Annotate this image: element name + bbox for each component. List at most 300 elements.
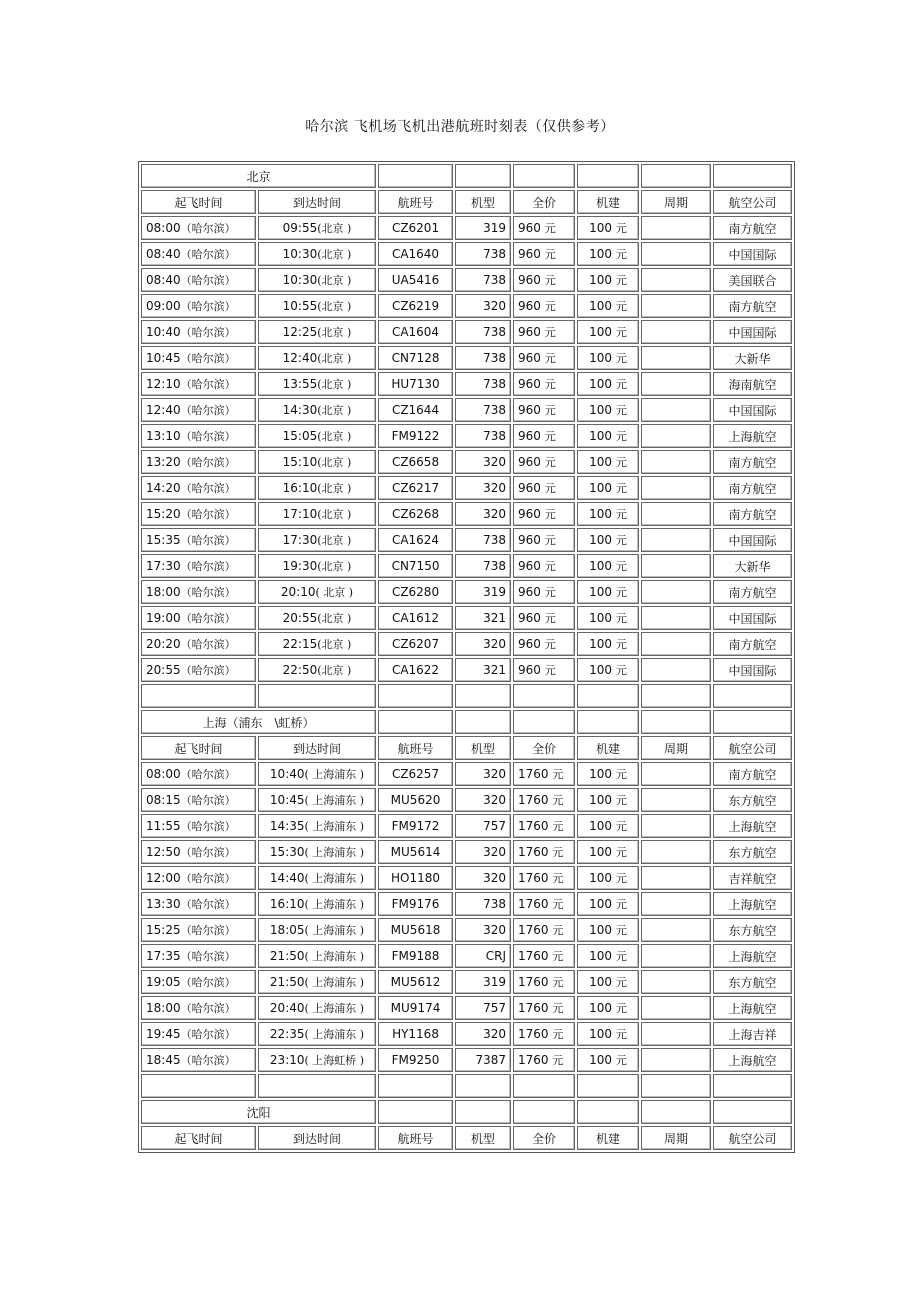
empty-cell — [641, 164, 711, 188]
departure-cell — [141, 1022, 256, 1046]
departure-city: （哈尔滨） — [180, 1028, 236, 1041]
full-price-cell — [513, 320, 575, 344]
airport-fee: 100 — [589, 507, 613, 521]
arrival-cell — [258, 892, 376, 916]
column-header: 航空公司 — [713, 1126, 792, 1150]
airline: 上海航空 — [713, 814, 792, 838]
period — [641, 554, 711, 578]
arrival-time: 09:55 — [282, 221, 318, 235]
airport-fee: 100 — [589, 221, 613, 235]
airline: 吉祥航空 — [713, 866, 792, 890]
airline: 大新华 — [713, 346, 792, 370]
departure-cell — [141, 398, 256, 422]
price-unit: 元 — [552, 924, 564, 937]
fee-unit: 元 — [615, 1002, 627, 1015]
airport-fee-cell — [577, 242, 639, 266]
empty-cell — [258, 684, 376, 708]
arrival-time: 12:25 — [282, 325, 318, 339]
arrival-city: (北京 ) — [317, 508, 352, 521]
full-price-cell — [513, 866, 575, 890]
flight-row — [141, 1022, 792, 1046]
arrival-cell — [258, 762, 376, 786]
airport-fee: 100 — [589, 403, 613, 417]
airline: 东方航空 — [713, 840, 792, 864]
departure-city: （哈尔滨） — [180, 378, 236, 391]
arrival-city: (北京 ) — [317, 612, 352, 625]
airport-fee-cell — [577, 814, 639, 838]
fee-unit: 元 — [615, 326, 627, 339]
header-row — [141, 736, 792, 760]
arrival-cell — [258, 1022, 376, 1046]
section-title: 沈阳 — [141, 1100, 376, 1124]
column-header: 起飞时间 — [141, 190, 256, 214]
empty-cell — [641, 1074, 711, 1098]
period — [641, 944, 711, 968]
full-price-cell — [513, 476, 575, 500]
departure-city: （哈尔滨） — [180, 612, 236, 625]
arrival-time: 16:10 — [282, 481, 318, 495]
price-unit: 元 — [552, 794, 564, 807]
departure-city: （哈尔滨） — [180, 664, 236, 677]
price-unit: 元 — [544, 326, 556, 339]
fee-unit: 元 — [615, 274, 627, 287]
full-price: 1760 — [518, 1053, 549, 1067]
airport-fee-cell — [577, 1048, 639, 1072]
arrival-city: ( 上海浦东 ) — [304, 924, 365, 937]
airline: 上海吉祥 — [713, 1022, 792, 1046]
aircraft-type: 738 — [455, 424, 511, 448]
departure-time: 08:00 — [146, 221, 181, 235]
aircraft-type: 320 — [455, 476, 511, 500]
arrival-time: 10:55 — [282, 299, 318, 313]
aircraft-type: 320 — [455, 1022, 511, 1046]
column-header: 全价 — [513, 736, 575, 760]
arrival-cell — [258, 476, 376, 500]
departure-cell — [141, 814, 256, 838]
airline: 上海航空 — [713, 1048, 792, 1072]
empty-cell — [577, 1074, 639, 1098]
full-price-cell — [513, 840, 575, 864]
fee-unit: 元 — [615, 638, 627, 651]
aircraft-type: 7387 — [455, 1048, 511, 1072]
departure-city: （哈尔滨） — [180, 950, 236, 963]
arrival-time: 22:15 — [282, 637, 318, 651]
price-unit: 元 — [544, 534, 556, 547]
airport-fee: 100 — [589, 273, 613, 287]
departure-city: （哈尔滨） — [180, 976, 236, 989]
arrival-cell — [258, 294, 376, 318]
fee-unit: 元 — [615, 404, 627, 417]
arrival-city: ( 上海浦东 ) — [304, 898, 365, 911]
column-header: 机建 — [577, 190, 639, 214]
empty-cell — [455, 164, 511, 188]
departure-cell — [141, 970, 256, 994]
airport-fee-cell — [577, 996, 639, 1020]
flight-number: FM9176 — [378, 892, 453, 916]
arrival-time: 20:55 — [282, 611, 318, 625]
airport-fee: 100 — [589, 767, 613, 781]
full-price-cell — [513, 892, 575, 916]
arrival-time: 20:10 — [280, 585, 316, 599]
arrival-time: 21:50 — [269, 975, 305, 989]
empty-cell — [641, 710, 711, 734]
full-price-cell — [513, 1048, 575, 1072]
departure-time: 19:05 — [146, 975, 181, 989]
aircraft-type: CRJ — [455, 944, 511, 968]
airport-fee-cell — [577, 892, 639, 916]
departure-time: 13:20 — [146, 455, 181, 469]
price-unit: 元 — [544, 404, 556, 417]
arrival-cell — [258, 424, 376, 448]
empty-cell — [455, 684, 511, 708]
airport-fee-cell — [577, 476, 639, 500]
period — [641, 398, 711, 422]
full-price: 1760 — [518, 1001, 549, 1015]
full-price-cell — [513, 814, 575, 838]
airport-fee: 100 — [589, 299, 613, 313]
flight-row — [141, 970, 792, 994]
full-price: 1760 — [518, 897, 549, 911]
flight-row — [141, 840, 792, 864]
arrival-time: 14:30 — [282, 403, 318, 417]
departure-cell — [141, 658, 256, 682]
arrival-cell — [258, 814, 376, 838]
airport-fee: 100 — [589, 481, 613, 495]
column-header: 机型 — [455, 1126, 511, 1150]
column-header: 到达时间 — [258, 1126, 376, 1150]
period — [641, 528, 711, 552]
airline: 东方航空 — [713, 970, 792, 994]
arrival-city: (北京 ) — [317, 222, 352, 235]
airport-fee: 100 — [589, 663, 613, 677]
price-unit: 元 — [552, 898, 564, 911]
period — [641, 424, 711, 448]
arrival-time: 22:50 — [282, 663, 318, 677]
full-price: 960 — [518, 403, 541, 417]
empty-cell — [258, 1074, 376, 1098]
price-unit: 元 — [544, 248, 556, 261]
full-price-cell — [513, 424, 575, 448]
aircraft-type: 320 — [455, 632, 511, 656]
arrival-time: 21:50 — [269, 949, 305, 963]
full-price: 960 — [518, 663, 541, 677]
airline: 中国国际 — [713, 528, 792, 552]
full-price: 960 — [518, 585, 541, 599]
arrival-cell — [258, 450, 376, 474]
flight-number: CA1624 — [378, 528, 453, 552]
arrival-cell — [258, 242, 376, 266]
aircraft-type: 738 — [455, 554, 511, 578]
airline: 南方航空 — [713, 450, 792, 474]
aircraft-type: 320 — [455, 762, 511, 786]
flight-row — [141, 424, 792, 448]
arrival-time: 14:40 — [269, 871, 305, 885]
arrival-time: 19:30 — [282, 559, 318, 573]
departure-time: 13:10 — [146, 429, 181, 443]
full-price: 1760 — [518, 793, 549, 807]
price-unit: 元 — [544, 664, 556, 677]
airport-fee: 100 — [589, 793, 613, 807]
airport-fee: 100 — [589, 1053, 613, 1067]
fee-unit: 元 — [615, 794, 627, 807]
flight-number: HO1180 — [378, 866, 453, 890]
arrival-cell — [258, 606, 376, 630]
arrival-cell — [258, 840, 376, 864]
airport-fee: 100 — [589, 559, 613, 573]
departure-time: 12:10 — [146, 377, 181, 391]
aircraft-type: 320 — [455, 788, 511, 812]
departure-time: 10:45 — [146, 351, 181, 365]
full-price: 1760 — [518, 767, 549, 781]
arrival-time: 15:05 — [282, 429, 318, 443]
flight-row — [141, 1048, 792, 1072]
aircraft-type: 320 — [455, 866, 511, 890]
arrival-cell — [258, 1048, 376, 1072]
period — [641, 788, 711, 812]
airline: 南方航空 — [713, 216, 792, 240]
departure-city: （哈尔滨） — [180, 352, 236, 365]
flight-number: UA5416 — [378, 268, 453, 292]
departure-cell — [141, 1048, 256, 1072]
airport-fee: 100 — [589, 247, 613, 261]
departure-cell — [141, 346, 256, 370]
arrival-cell — [258, 918, 376, 942]
section-title: 北京 — [141, 164, 376, 188]
aircraft-type: 320 — [455, 918, 511, 942]
full-price-cell — [513, 398, 575, 422]
empty-cell — [513, 1100, 575, 1124]
full-price-cell — [513, 996, 575, 1020]
airport-fee: 100 — [589, 351, 613, 365]
flight-row — [141, 580, 792, 604]
airline: 中国国际 — [713, 398, 792, 422]
departure-cell — [141, 944, 256, 968]
period — [641, 372, 711, 396]
flight-number: CZ6658 — [378, 450, 453, 474]
empty-cell — [713, 1074, 792, 1098]
empty-cell — [455, 1074, 511, 1098]
departure-city: （哈尔滨） — [180, 924, 236, 937]
full-price-cell — [513, 658, 575, 682]
flight-number: MU5614 — [378, 840, 453, 864]
period — [641, 606, 711, 630]
arrival-time: 17:10 — [282, 507, 318, 521]
header-row — [141, 1126, 792, 1150]
airport-fee-cell — [577, 866, 639, 890]
full-price: 960 — [518, 429, 541, 443]
airline: 中国国际 — [713, 242, 792, 266]
full-price-cell — [513, 788, 575, 812]
departure-cell — [141, 476, 256, 500]
full-price-cell — [513, 346, 575, 370]
flight-row — [141, 996, 792, 1020]
departure-time: 09:00 — [146, 299, 181, 313]
departure-cell — [141, 372, 256, 396]
airport-fee: 100 — [589, 377, 613, 391]
airport-fee-cell — [577, 424, 639, 448]
arrival-city: (北京 ) — [317, 404, 352, 417]
airport-fee: 100 — [589, 819, 613, 833]
airport-fee-cell — [577, 346, 639, 370]
airport-fee: 100 — [589, 897, 613, 911]
airport-fee-cell — [577, 450, 639, 474]
arrival-cell — [258, 268, 376, 292]
flight-number: CZ6219 — [378, 294, 453, 318]
arrival-cell — [258, 580, 376, 604]
departure-time: 18:45 — [146, 1053, 181, 1067]
empty-cell — [513, 164, 575, 188]
fee-unit: 元 — [615, 1028, 627, 1041]
section-title: 上海（浦东 \虹桥） — [141, 710, 376, 734]
period — [641, 346, 711, 370]
arrival-city: (北京 ) — [317, 248, 352, 261]
arrival-city: (北京 ) — [317, 300, 352, 313]
flight-row — [141, 606, 792, 630]
empty-cell — [577, 164, 639, 188]
departure-city: （哈尔滨） — [180, 794, 236, 807]
header-row — [141, 190, 792, 214]
airport-fee: 100 — [589, 1001, 613, 1015]
full-price: 1760 — [518, 819, 549, 833]
flight-row — [141, 918, 792, 942]
arrival-cell — [258, 346, 376, 370]
fee-unit: 元 — [615, 664, 627, 677]
section-row — [141, 164, 792, 188]
departure-city: （哈尔滨） — [180, 820, 236, 833]
flight-number: HU7130 — [378, 372, 453, 396]
column-header: 航班号 — [378, 1126, 453, 1150]
flight-number: FM9250 — [378, 1048, 453, 1072]
flight-row — [141, 554, 792, 578]
full-price-cell — [513, 918, 575, 942]
departure-time: 15:20 — [146, 507, 181, 521]
fee-unit: 元 — [615, 924, 627, 937]
airline: 大新华 — [713, 554, 792, 578]
period — [641, 658, 711, 682]
fee-unit: 元 — [615, 378, 627, 391]
arrival-city: (北京 ) — [317, 534, 352, 547]
empty-cell — [713, 1100, 792, 1124]
fee-unit: 元 — [615, 352, 627, 365]
fee-unit: 元 — [615, 456, 627, 469]
departure-city: （哈尔滨） — [180, 560, 236, 573]
airline: 东方航空 — [713, 918, 792, 942]
column-header: 机建 — [577, 736, 639, 760]
airport-fee: 100 — [589, 585, 613, 599]
flight-row — [141, 866, 792, 890]
aircraft-type: 738 — [455, 372, 511, 396]
departure-city: （哈尔滨） — [180, 898, 236, 911]
airport-fee-cell — [577, 606, 639, 630]
full-price: 960 — [518, 221, 541, 235]
fee-unit: 元 — [615, 586, 627, 599]
flight-row — [141, 320, 792, 344]
flight-number: MU5618 — [378, 918, 453, 942]
airport-fee: 100 — [589, 949, 613, 963]
airport-fee: 100 — [589, 429, 613, 443]
airport-fee-cell — [577, 762, 639, 786]
arrival-cell — [258, 554, 376, 578]
column-header: 到达时间 — [258, 190, 376, 214]
airport-fee-cell — [577, 580, 639, 604]
flight-number: CZ6201 — [378, 216, 453, 240]
empty-cell — [141, 684, 256, 708]
price-unit: 元 — [552, 1002, 564, 1015]
empty-cell — [378, 684, 453, 708]
airline: 海南航空 — [713, 372, 792, 396]
departure-cell — [141, 450, 256, 474]
departure-city: （哈尔滨） — [180, 872, 236, 885]
departure-city: （哈尔滨） — [180, 274, 236, 287]
flight-row — [141, 788, 792, 812]
airport-fee-cell — [577, 918, 639, 942]
airline: 南方航空 — [713, 632, 792, 656]
airline: 美国联合 — [713, 268, 792, 292]
arrival-cell — [258, 398, 376, 422]
flight-row — [141, 944, 792, 968]
column-header: 航空公司 — [713, 736, 792, 760]
airport-fee-cell — [577, 1022, 639, 1046]
departure-city: （哈尔滨） — [180, 768, 236, 781]
departure-time: 17:35 — [146, 949, 181, 963]
fee-unit: 元 — [615, 872, 627, 885]
price-unit: 元 — [544, 274, 556, 287]
price-unit: 元 — [544, 508, 556, 521]
airline: 南方航空 — [713, 502, 792, 526]
arrival-cell — [258, 320, 376, 344]
flight-number: CA1640 — [378, 242, 453, 266]
period — [641, 814, 711, 838]
empty-cell — [378, 164, 453, 188]
period — [641, 294, 711, 318]
section-row — [141, 1100, 792, 1124]
airport-fee: 100 — [589, 845, 613, 859]
departure-time: 08:40 — [146, 247, 181, 261]
departure-city: （哈尔滨） — [180, 248, 236, 261]
full-price-cell — [513, 268, 575, 292]
aircraft-type: 319 — [455, 216, 511, 240]
flight-number: CN7128 — [378, 346, 453, 370]
departure-cell — [141, 840, 256, 864]
arrival-city: (北京 ) — [317, 664, 352, 677]
period — [641, 242, 711, 266]
arrival-city: (北京 ) — [317, 482, 352, 495]
departure-cell — [141, 632, 256, 656]
period — [641, 840, 711, 864]
empty-cell — [641, 684, 711, 708]
arrival-city: (北京 ) — [317, 326, 352, 339]
airport-fee-cell — [577, 788, 639, 812]
arrival-time: 22:35 — [269, 1027, 305, 1041]
flight-number: CZ6257 — [378, 762, 453, 786]
full-price: 960 — [518, 611, 541, 625]
price-unit: 元 — [544, 300, 556, 313]
empty-cell — [378, 1074, 453, 1098]
full-price-cell — [513, 450, 575, 474]
arrival-city: ( 上海浦东 ) — [304, 950, 365, 963]
empty-cell — [513, 710, 575, 734]
departure-time: 15:35 — [146, 533, 181, 547]
full-price: 1760 — [518, 949, 549, 963]
departure-cell — [141, 996, 256, 1020]
airline: 南方航空 — [713, 476, 792, 500]
airport-fee-cell — [577, 268, 639, 292]
arrival-time: 10:45 — [269, 793, 305, 807]
departure-time: 14:20 — [146, 481, 181, 495]
departure-time: 19:45 — [146, 1027, 181, 1041]
departure-time: 17:30 — [146, 559, 181, 573]
empty-cell — [577, 684, 639, 708]
